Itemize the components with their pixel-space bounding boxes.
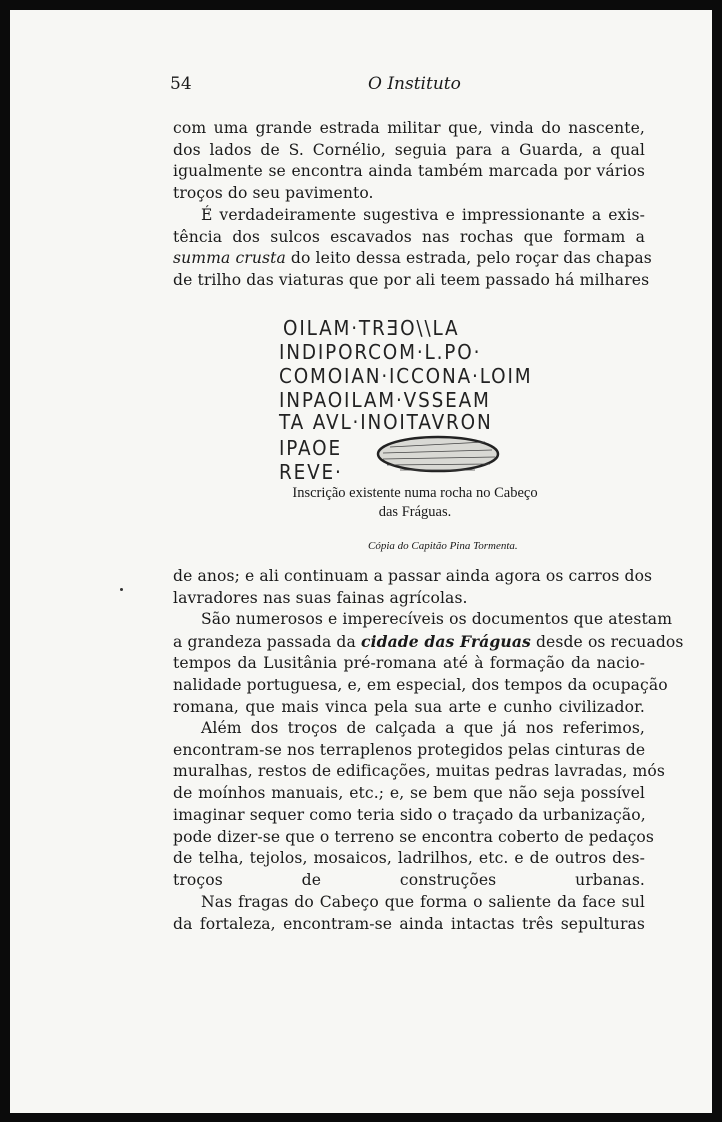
inscription-figure	[255, 310, 555, 484]
inscription-line: REVE·	[279, 460, 343, 484]
inscription-line: COMOIAN·ICCONA·LOIM	[279, 364, 533, 388]
paragraph-3: de anos; e ali continuam a passar ainda agora os carros dos lavradores nas suas fainas agrícolas.	[173, 567, 653, 607]
paragraph-5: Além dos troços de calçada a que já nos referimos, encontram-se nos terraplenos protegidos pelas cinturas de muralhas, restos de edificações, muitas pedras lavradas, mós de moínhos manuais, etc.; e, se bem que não seja possível imaginar sequer como teria sido o traçado da urbanização, pode dizer-se que o terreno se encontra coberto de pedaços de telha, tejolos, mosaicos, ladrilhos, etc. e de outros des- troços de construções urbanas.	[173, 719, 666, 889]
inscription-line: IPAOE	[279, 436, 342, 460]
scan-speck	[120, 588, 123, 591]
inscription-line: INDIPORCOM·L.PO·	[279, 340, 482, 364]
page-number: 54	[170, 74, 192, 94]
inscription-line: INPAOILAM·VSSEAM	[279, 388, 491, 412]
emphasized-place-name: cidade das Fráguas	[360, 631, 531, 651]
inscription-line: OILAM·TRƎO\\LA	[283, 316, 460, 340]
paragraph-6: Nas fragas do Cabeço que forma o saliente da face sul da fortaleza, encontram-se ainda intactas três sepulturas	[173, 893, 645, 933]
book-page	[10, 10, 712, 1113]
running-title: O Instituto	[368, 74, 461, 94]
figure-caption: Inscrição existente numa rocha no Cabeço das Fráguas.	[292, 485, 538, 520]
latin-phrase: summa crusta	[173, 249, 286, 268]
inscription-line: TA AVL·INOITAVRON	[279, 410, 493, 434]
paragraph-1: com uma grande estrada militar que, vinda do nascente, dos lados de S. Cornélio, seguia para a Guarda, a qual igualmente se encontra ainda também marcada por vários troços do seu pavimento.	[173, 119, 645, 203]
paragraph-2: É verdadeiramente sugestiva e impressionante a exis- tência dos sulcos escavados nas rochas que formam a summa crusta do leito dessa estrada, pelo roçar das chapas de trilho das viaturas que por ali teem passado há milhares	[173, 206, 652, 290]
paragraph-4: São numerosos e imperecíveis os documentos que atestam a grandeza passada da cidade das Fráguas desde os recuados tempos da Lusitânia pré-romana até à formação da nacio- nalidade portuguesa, e, em especial, dos tempos da ocupação romana, que mais vinca pela sua arte e cunho civilizador.	[173, 610, 684, 716]
figure-credit: Cópia do Capitão Pina Tormenta.	[368, 540, 518, 552]
